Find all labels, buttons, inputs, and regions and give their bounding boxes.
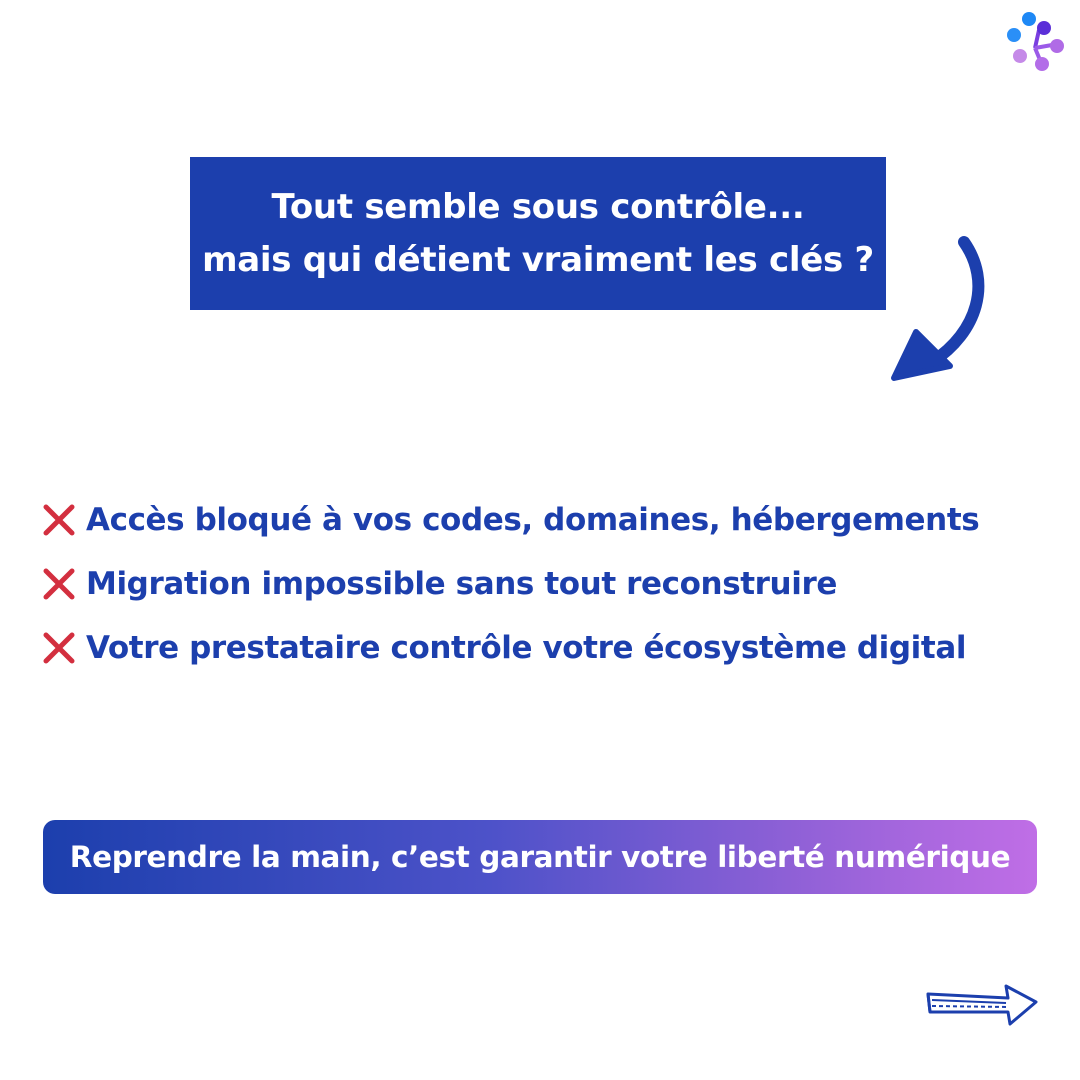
headline-line-2: mais qui détient vraiment les clés ?: [202, 239, 874, 280]
issue-text: Votre prestataire contrôle votre écosystème digital: [86, 630, 967, 666]
curved-arrow-down-left-icon: [880, 232, 1000, 392]
cross-mark-icon: [42, 503, 76, 537]
cross-mark-icon: [42, 567, 76, 601]
issues-list: [42, 488, 1052, 680]
molecule-logo-icon: [1002, 10, 1070, 74]
sketch-arrow-right-icon[interactable]: [922, 980, 1042, 1030]
issue-text: Migration impossible sans tout reconstruire: [86, 566, 837, 602]
headline-line-1: Tout semble sous contrôle...: [271, 186, 805, 227]
headline-box: [190, 157, 886, 310]
issue-text: Accès bloqué à vos codes, domaines, hébergements: [86, 502, 980, 538]
list-item: [42, 552, 1052, 616]
cross-mark-icon: [42, 631, 76, 665]
cta-banner: [43, 820, 1037, 894]
list-item: [42, 616, 1052, 680]
list-item: [42, 488, 1052, 552]
cta-text: Reprendre la main, c’est garantir votre liberté numérique: [69, 840, 1011, 874]
